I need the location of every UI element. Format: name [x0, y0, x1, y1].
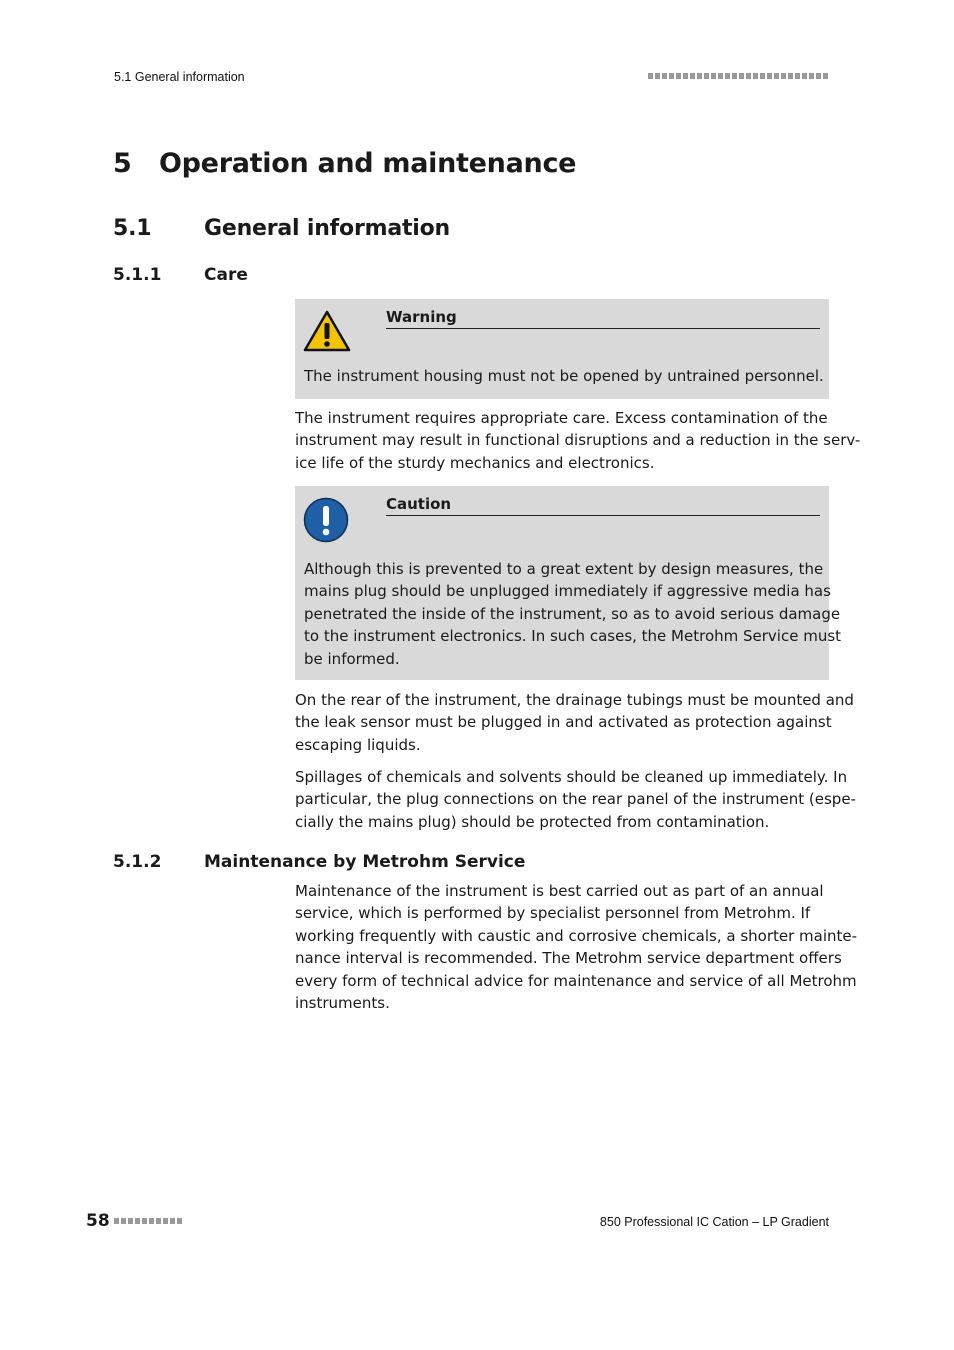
chapter-number: 5 — [113, 148, 132, 179]
text-line: Maintenance of the instrument is best carried out as part of an annual — [295, 882, 824, 900]
running-header-section: 5.1 General information — [114, 70, 245, 84]
warning-line: The instrument housing must not be opened by untrained personnel. — [304, 367, 824, 385]
text-line: nance interval is recommended. The Metrohm service department offers — [295, 949, 842, 968]
caution-line: be informed. — [304, 649, 400, 668]
decorative-dot — [655, 73, 660, 79]
decorative-dot — [788, 73, 793, 79]
care-paragraph-1 — [295, 407, 861, 474]
text-line: the leak sensor must be plugged in and activated as protection against — [295, 713, 832, 732]
decorative-dot — [774, 73, 779, 79]
decorative-dot — [676, 73, 681, 79]
decorative-dot — [732, 73, 737, 79]
footer-decorative-dots — [114, 1218, 182, 1224]
subsection-number: 5.1.2 — [113, 852, 162, 872]
care-paragraph-2 — [295, 689, 854, 756]
warning-box — [295, 299, 829, 399]
decorative-dot — [648, 73, 653, 79]
page-number: 58 — [86, 1211, 110, 1231]
text-line: The instrument requires appropriate care. Excess contamination of the — [295, 409, 828, 427]
caution-text — [304, 558, 842, 670]
chapter-title: Operation and maintenance — [159, 148, 577, 179]
decorative-dot — [802, 73, 807, 79]
decorative-dot — [669, 73, 674, 79]
warning-text — [304, 365, 824, 387]
text-line: ice life of the sturdy mechanics and electronics. — [295, 453, 655, 472]
subsection-heading-care — [113, 265, 248, 285]
subsection-number: 5.1.1 — [113, 265, 162, 285]
decorative-dot — [128, 1218, 133, 1224]
caution-box — [295, 486, 842, 680]
decorative-dot — [739, 73, 744, 79]
decorative-dot — [149, 1218, 154, 1224]
text-line: every form of technical advice for maintenance and service of all Metrohm — [295, 971, 857, 990]
decorative-dot — [725, 73, 730, 79]
decorative-dot — [823, 73, 828, 79]
decorative-dot — [704, 73, 709, 79]
decorative-dot — [170, 1218, 175, 1224]
caution-line: to the instrument electronics. In such cases, the Metrohm Service must — [304, 627, 842, 646]
decorative-dot — [816, 73, 821, 79]
warning-triangle-icon — [303, 310, 351, 356]
caution-exclamation-icon — [303, 497, 349, 547]
text-line: On the rear of the instrument, the drainage tubings must be mounted and — [295, 691, 854, 709]
decorative-dot — [683, 73, 688, 79]
decorative-dot — [711, 73, 716, 79]
decorative-dot — [697, 73, 702, 79]
decorative-dot — [121, 1218, 126, 1224]
text-line: working frequently with caustic and corrosive chemicals, a shorter mainte- — [295, 926, 858, 945]
warning-title: Warning — [386, 308, 820, 329]
section-number: 5.1 — [113, 216, 152, 241]
chapter-heading — [113, 148, 576, 179]
text-line: Spillages of chemicals and solvents should be cleaned up immediately. In — [295, 768, 848, 786]
section-title: General information — [204, 216, 450, 241]
text-line: escaping liquids. — [295, 735, 421, 754]
decorative-dot — [746, 73, 751, 79]
decorative-dot — [177, 1218, 182, 1224]
decorative-dot — [156, 1218, 161, 1224]
decorative-dot — [163, 1218, 168, 1224]
caution-title: Caution — [386, 495, 820, 516]
decorative-dot — [142, 1218, 147, 1224]
text-line: particular, the plug connections on the rear panel of the instrument (espe- — [295, 790, 856, 809]
maintenance-paragraph — [295, 880, 858, 1014]
text-line: service, which is performed by specialist personnel from Metrohm. If — [295, 904, 811, 923]
text-line: cially the mains plug) should be protected from contamination. — [295, 812, 770, 831]
subsection-heading-maintenance — [113, 852, 525, 872]
decorative-dot — [767, 73, 772, 79]
caution-line: penetrated the inside of the instrument, so as to avoid serious damage — [304, 604, 841, 623]
care-paragraph-3 — [295, 766, 856, 833]
text-line: instrument may result in functional disruptions and a reduction in the serv- — [295, 431, 861, 450]
decorative-dot — [662, 73, 667, 79]
decorative-dot — [718, 73, 723, 79]
section-heading — [113, 216, 450, 241]
decorative-dot — [135, 1218, 140, 1224]
header-decorative-dots — [648, 73, 828, 79]
caution-line: mains plug should be unplugged immediately if aggressive media has — [304, 582, 831, 601]
decorative-dot — [690, 73, 695, 79]
text-line: instruments. — [295, 994, 390, 1013]
decorative-dot — [795, 73, 800, 79]
decorative-dot — [760, 73, 765, 79]
decorative-dot — [781, 73, 786, 79]
decorative-dot — [809, 73, 814, 79]
caution-line: Although this is prevented to a great extent by design measures, the — [304, 560, 824, 578]
subsection-title: Maintenance by Metrohm Service — [204, 852, 526, 872]
decorative-dot — [114, 1218, 119, 1224]
subsection-title: Care — [204, 265, 248, 285]
decorative-dot — [753, 73, 758, 79]
footer-document-title: 850 Professional IC Cation – LP Gradient — [599, 1215, 829, 1229]
